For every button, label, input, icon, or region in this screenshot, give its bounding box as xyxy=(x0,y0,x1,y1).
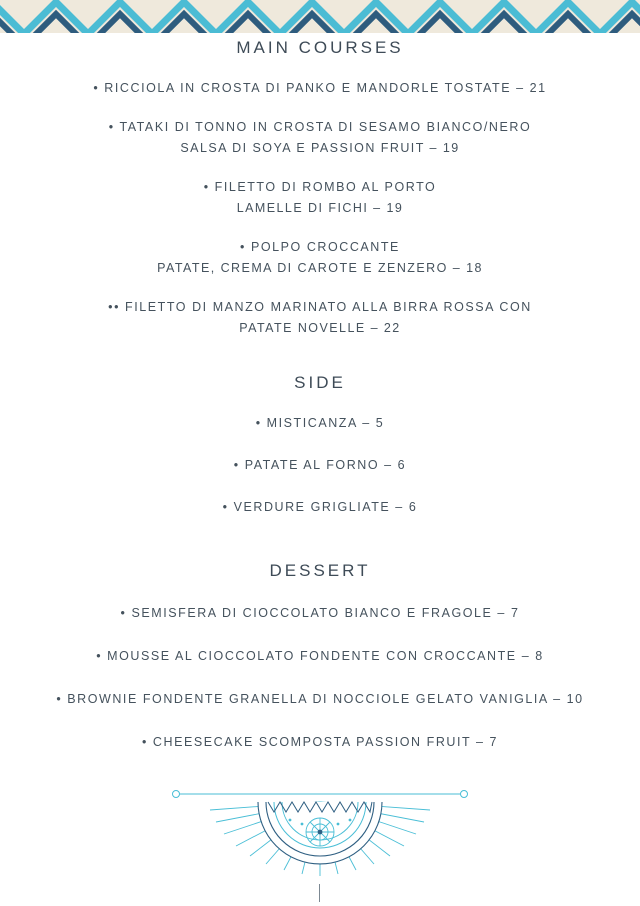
menu-item-line: PATATE, CREMA DI CAROTE E ZENZERO – 18 xyxy=(157,261,483,275)
section-title-dessert: DESSERT xyxy=(269,561,371,580)
menu-item xyxy=(0,689,640,710)
decorative-bottom-stem xyxy=(319,884,320,902)
menu-item xyxy=(0,117,640,159)
menu-item-line: •• FILETTO DI MANZO MARINATO ALLA BIRRA ROSSA CON xyxy=(108,300,532,314)
menu-item xyxy=(0,497,640,518)
menu-content xyxy=(0,38,640,753)
menu-item-line: • FILETTO DI ROMBO AL PORTO xyxy=(203,180,437,194)
menu-item xyxy=(0,297,640,339)
decorative-bottom-ornament xyxy=(0,780,640,890)
menu-item xyxy=(0,413,640,434)
menu-section-main-courses xyxy=(0,38,640,339)
menu-item-line: SALSA DI SOYA E PASSION FRUIT – 19 xyxy=(180,141,460,155)
menu-item xyxy=(0,646,640,667)
menu-item-line: • POLPO CROCCANTE xyxy=(240,240,400,254)
menu-item-line: • PATATE AL FORNO – 6 xyxy=(233,458,407,472)
menu-section-side xyxy=(0,373,640,518)
menu-item-line: • RICCIOLA IN CROSTA DI PANKO E MANDORLE TOSTATE – 21 xyxy=(93,81,547,95)
section-title-main-courses: MAIN COURSES xyxy=(236,38,404,57)
menu-item xyxy=(0,603,640,624)
menu-item-list-side xyxy=(0,413,640,518)
menu-item-line: • CHEESECAKE SCOMPOSTA PASSION FRUIT – 7 xyxy=(141,735,499,749)
menu-item xyxy=(0,78,640,99)
section-title-side: SIDE xyxy=(294,373,346,392)
menu-item-line: LAMELLE DI FICHI – 19 xyxy=(236,201,404,215)
menu-item xyxy=(0,732,640,753)
menu-item-list-dessert xyxy=(0,603,640,753)
menu-section-dessert xyxy=(0,561,640,753)
menu-item xyxy=(0,455,640,476)
menu-item-line: • VERDURE GRIGLIATE – 6 xyxy=(222,500,418,514)
menu-item-line: • SEMISFERA DI CIOCCOLATO BIANCO E FRAGOLE – 7 xyxy=(120,606,520,620)
menu-item xyxy=(0,177,640,219)
menu-item-line: • BROWNIE FONDENTE GRANELLA DI NOCCIOLE GELATO VANIGLIA – 10 xyxy=(56,692,584,706)
decorative-top-border xyxy=(0,0,640,36)
menu-item-list-main-courses xyxy=(0,78,640,339)
menu-item-line: • MOUSSE AL CIOCCOLATO FONDENTE CON CROCCANTE – 8 xyxy=(96,649,544,663)
menu-item-line: • MISTICANZA – 5 xyxy=(255,416,385,430)
menu-item-line: • TATAKI DI TONNO IN CROSTA DI SESAMO BIANCO/NERO xyxy=(108,120,532,134)
menu-item-line: PATATE NOVELLE – 22 xyxy=(239,321,401,335)
menu-item xyxy=(0,237,640,279)
